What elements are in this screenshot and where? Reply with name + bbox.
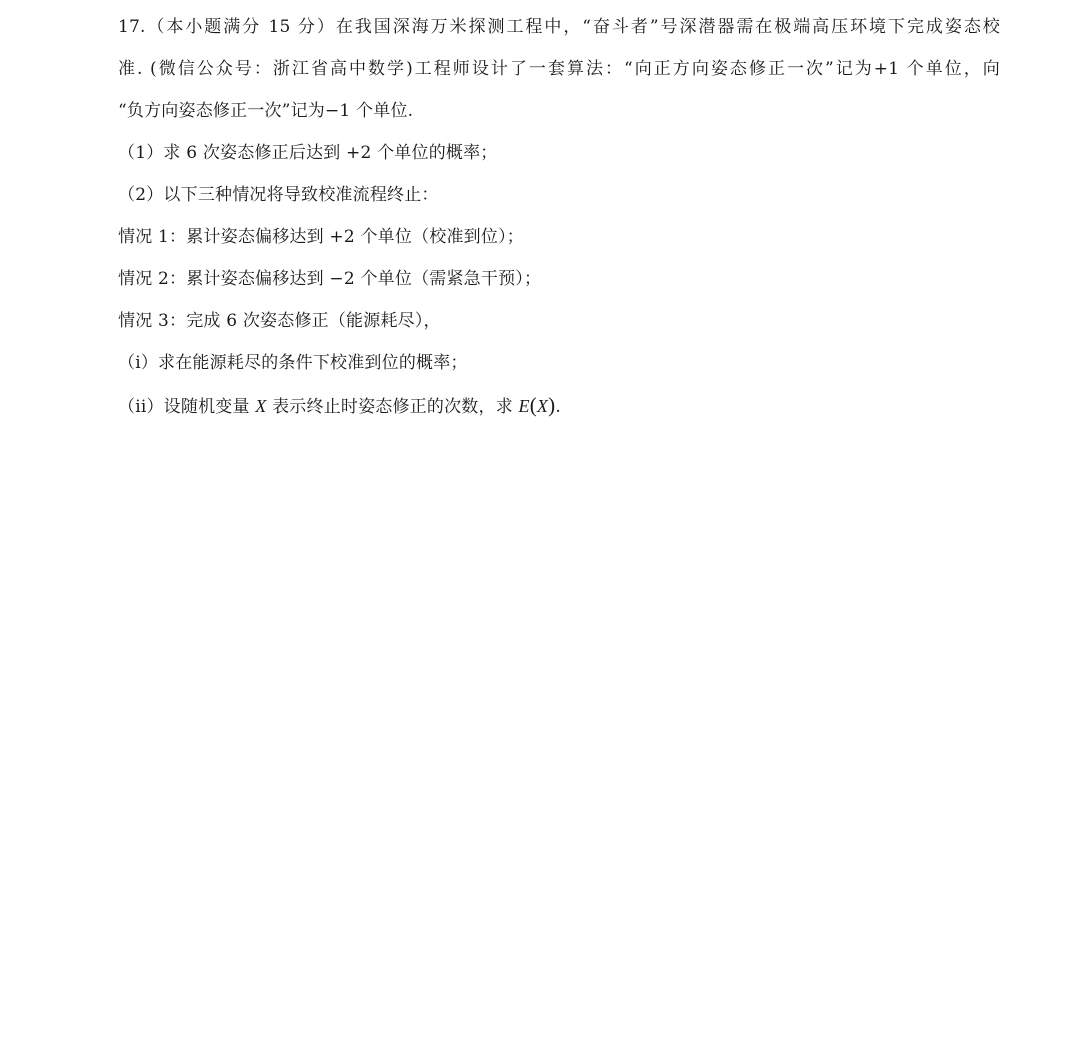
problem-stem-line-3: “负方向姿态修正一次”记为−1 个单位. [118, 101, 414, 121]
question-2-ii-prefix: （ii）设随机变量 [118, 397, 256, 417]
question-1: （1）求 6 次姿态修正后达到 +2 个单位的概率； [118, 143, 498, 163]
question-2-i: （i）求在能源耗尽的条件下校准到位的概率； [118, 353, 468, 373]
problem-stem-line-2: 准. (微信公众号：浙江省高中数学)工程师设计了一套算法：“向正方向姿态修正一次”记为+1 个单位，向 [118, 59, 1000, 79]
open-paren: ( [529, 393, 537, 417]
case-2: 情况 2：累计姿态偏移达到 −2 个单位（需紧急干预）； [118, 269, 542, 289]
question-2-ii-end: . [555, 397, 561, 417]
problem-17 [118, 6, 1018, 426]
case-1: 情况 1：累计姿态偏移达到 +2 个单位（校准到位）； [118, 227, 524, 247]
variable-x: X [255, 396, 267, 416]
expectation-symbol: E [518, 396, 530, 416]
close-paren: ) [548, 393, 556, 417]
question-2: （2）以下三种情况将导致校准流程终止： [118, 185, 439, 205]
question-2-ii-middle: 表示终止时姿态修正的次数，求 [266, 397, 519, 417]
case-3: 情况 3：完成 6 次姿态修正（能源耗尽）， [118, 311, 441, 331]
expectation-argument: X [536, 396, 549, 416]
problem-stem-line-1: 17.（本小题满分 15 分）在我国深海万米探测工程中，“奋斗者”号深潜器需在极端高压环境下完成姿态校 [118, 17, 1000, 37]
question-2-ii [118, 384, 1018, 426]
